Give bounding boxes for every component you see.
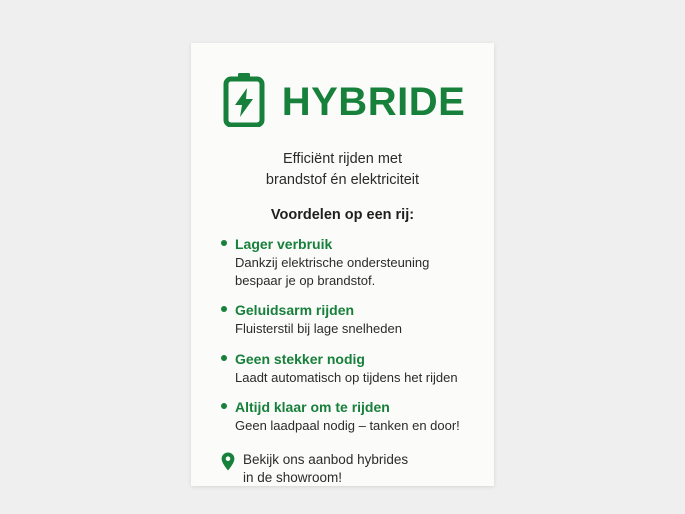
benefit-description-line-1: Dankzij elektrische ondersteuning bbox=[235, 255, 430, 271]
list-item bbox=[221, 399, 468, 435]
showroom-text-line-1: Bekijk ons aanbod hybrides bbox=[243, 451, 409, 467]
poster-subtitle bbox=[191, 149, 494, 191]
showroom-text bbox=[243, 451, 408, 487]
benefit-title-row bbox=[221, 351, 468, 367]
subtitle-line-2: brandstof én elektriciteit bbox=[265, 172, 420, 189]
benefit-description bbox=[235, 369, 468, 387]
location-pin-icon bbox=[221, 452, 235, 476]
showroom-callout bbox=[191, 451, 494, 487]
list-item bbox=[221, 236, 468, 289]
poster-header bbox=[191, 71, 494, 132]
bullet-dot-icon bbox=[221, 306, 227, 312]
benefits-list bbox=[191, 236, 494, 435]
hybride-poster bbox=[191, 43, 494, 486]
page-title: HYBRIDE bbox=[281, 79, 466, 124]
benefit-description bbox=[235, 320, 468, 338]
benefit-title: Altijd klaar om te rijden bbox=[235, 399, 390, 416]
benefit-description-line-1: Fluisterstil bij lage snelheden bbox=[235, 321, 402, 337]
benefit-description-line-1: Geen laadpaal nodig – tanken en door! bbox=[235, 418, 460, 434]
list-item bbox=[221, 302, 468, 338]
battery-bolt-icon bbox=[220, 71, 268, 132]
bullet-dot-icon bbox=[221, 240, 227, 246]
list-item bbox=[221, 351, 468, 387]
bullet-dot-icon bbox=[221, 403, 227, 409]
benefits-heading: Voordelen op een rij: bbox=[270, 207, 415, 224]
benefit-title-row bbox=[221, 236, 468, 252]
benefit-title-row bbox=[221, 302, 468, 318]
bullet-dot-icon bbox=[221, 355, 227, 361]
benefit-title: Geen stekker nodig bbox=[235, 350, 365, 367]
benefit-description-line-1: Laadt automatisch op tijdens het rijden bbox=[235, 369, 458, 385]
benefit-description bbox=[235, 417, 468, 435]
subtitle-line-1: Efficiënt rijden met bbox=[282, 151, 402, 167]
benefit-description-line-2: bespaar je op brandstof. bbox=[235, 272, 376, 288]
benefit-title: Lager verbruik bbox=[235, 236, 333, 253]
benefit-title-row bbox=[221, 399, 468, 415]
benefit-description bbox=[235, 254, 468, 289]
benefit-title: Geluidsarm rijden bbox=[235, 302, 355, 319]
showroom-text-line-2: in de showroom! bbox=[243, 469, 343, 485]
